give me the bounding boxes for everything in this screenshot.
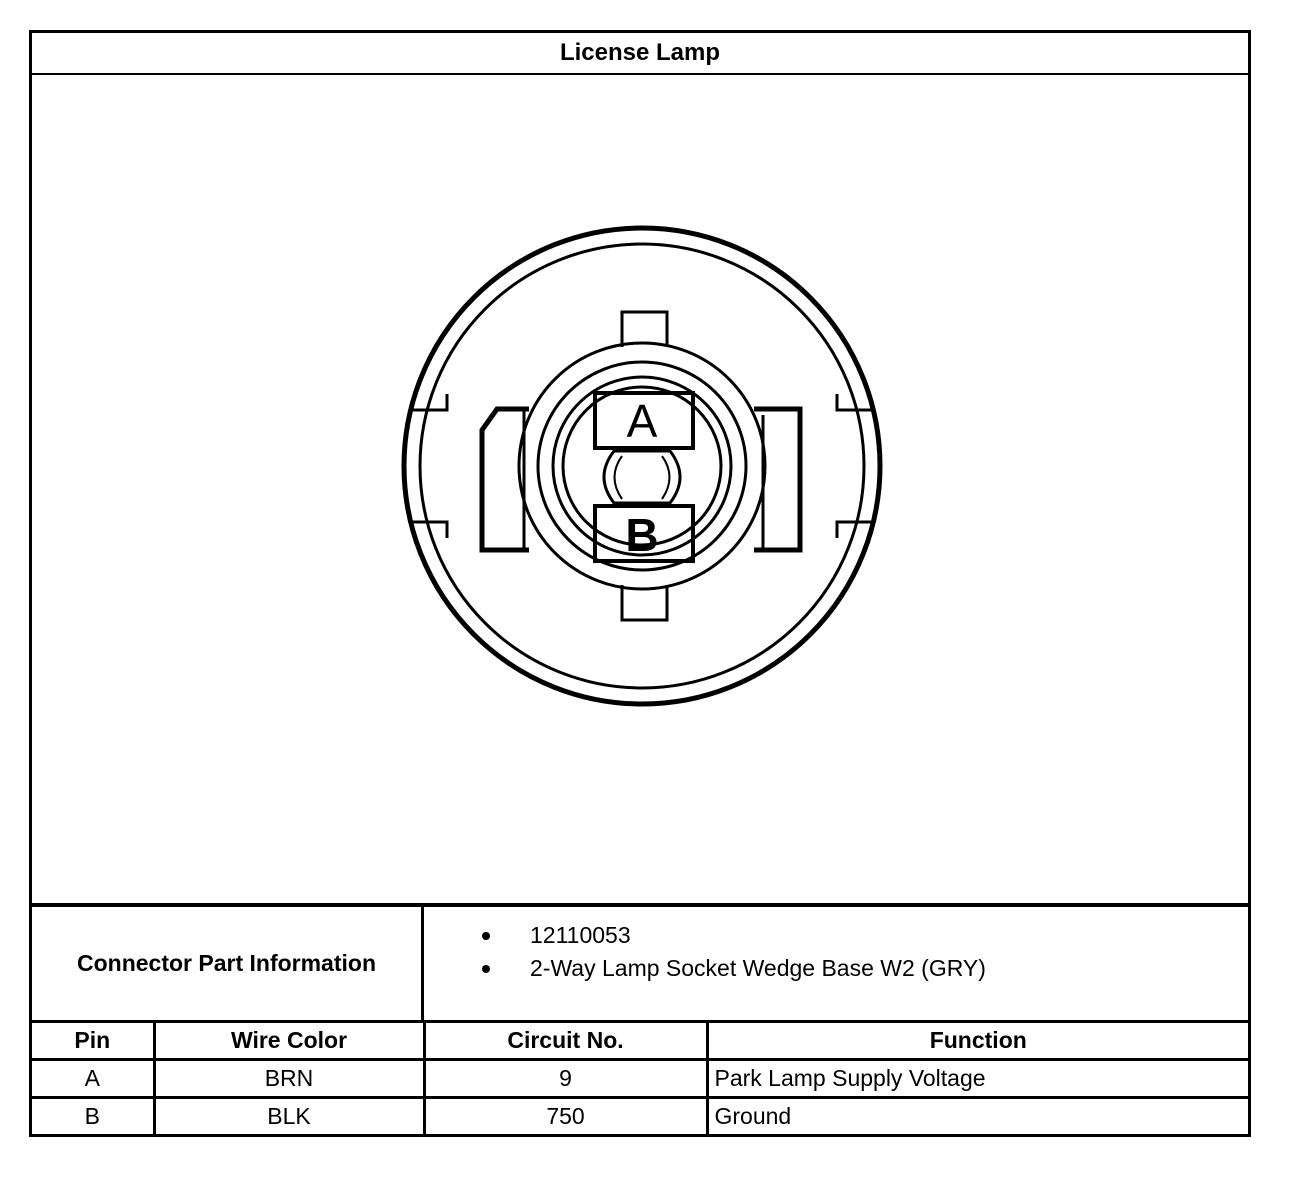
part-number-text: 12110053 xyxy=(530,922,631,948)
bullet-icon xyxy=(482,932,490,940)
pin-a-label: A xyxy=(626,395,658,447)
pinout-table-header xyxy=(32,1023,1248,1060)
pinout-table xyxy=(32,1023,1248,1134)
header-circuit: Circuit No. xyxy=(424,1023,707,1060)
cell-wire-color: BRN xyxy=(154,1060,424,1098)
cell-circuit: 9 xyxy=(424,1060,707,1098)
connector-part-info-row xyxy=(32,907,1248,1023)
connector-face-diagram xyxy=(32,75,1248,903)
connector-part-info-list xyxy=(424,907,1248,1020)
header-pin: Pin xyxy=(32,1023,154,1060)
cell-pin: B xyxy=(32,1098,154,1135)
cell-function: Park Lamp Supply Voltage xyxy=(707,1060,1248,1098)
connector-part-info-label: Connector Part Information xyxy=(32,907,424,1020)
connector-sheet xyxy=(29,30,1251,1137)
table-row xyxy=(32,1098,1248,1135)
left-latch xyxy=(482,409,529,550)
header-function: Function xyxy=(707,1023,1248,1060)
table-row xyxy=(32,1060,1248,1098)
part-description-text: 2-Way Lamp Socket Wedge Base W2 (GRY) xyxy=(530,955,986,981)
header-wire-color: Wire Color xyxy=(154,1023,424,1060)
page-title: License Lamp xyxy=(32,33,1248,75)
part-description-item xyxy=(424,952,1248,985)
connector-drawing-area xyxy=(32,75,1248,907)
bullet-icon xyxy=(482,965,490,973)
cell-pin: A xyxy=(32,1060,154,1098)
part-number-item xyxy=(424,919,1248,952)
pin-b-label: B xyxy=(625,509,659,561)
cell-circuit: 750 xyxy=(424,1098,707,1135)
outer-ring xyxy=(404,228,880,704)
cell-wire-color: BLK xyxy=(154,1098,424,1135)
cell-function: Ground xyxy=(707,1098,1248,1135)
